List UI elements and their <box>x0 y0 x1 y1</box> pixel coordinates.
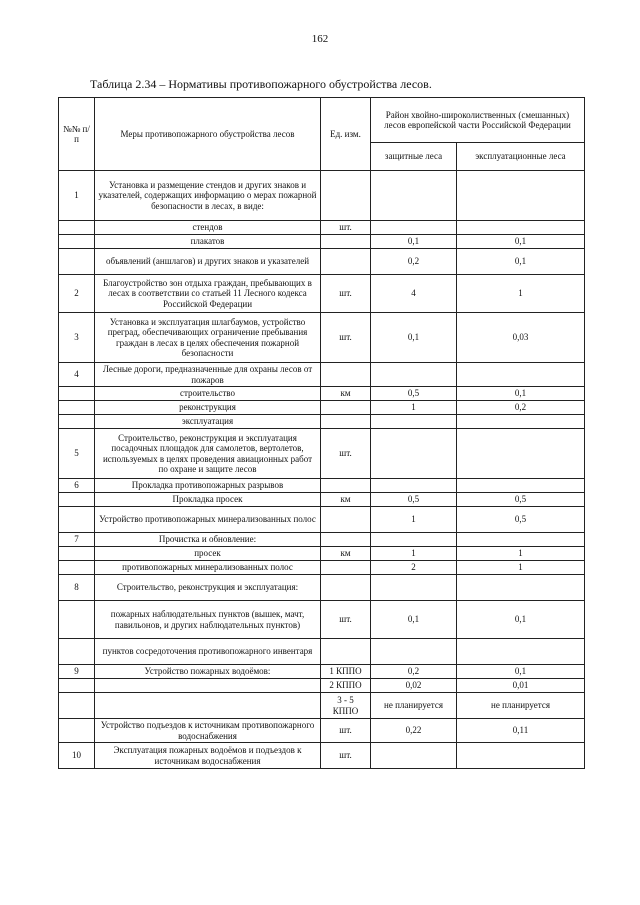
row-measure: Строительство, реконструкция и эксплуатация посадочных площадок для самолетов, вертолетов, используемых в целях проведения авиационных работ по охране и защите лесов <box>95 429 321 479</box>
row-measure: объявлений (аншлагов) и других знаков и указателей <box>95 249 321 275</box>
table-row <box>59 493 585 507</box>
row-unit: шт. <box>321 313 371 363</box>
table-row <box>59 665 585 679</box>
row-unit <box>321 249 371 275</box>
row-exploitation-value: не планируется <box>457 693 585 719</box>
row-protective-value: 0,5 <box>371 387 457 401</box>
row-number: 1 <box>59 171 95 221</box>
row-measure: плакатов <box>95 235 321 249</box>
header-unit: Ед. изм. <box>321 98 371 171</box>
row-protective-value <box>371 743 457 769</box>
row-number <box>59 221 95 235</box>
row-measure: эксплуатация <box>95 415 321 429</box>
table-row <box>59 679 585 693</box>
row-unit <box>321 401 371 415</box>
table-row <box>59 693 585 719</box>
row-protective-value <box>371 415 457 429</box>
row-number: 10 <box>59 743 95 769</box>
row-measure <box>95 693 321 719</box>
table-row <box>59 719 585 743</box>
row-unit: 2 КППО <box>321 679 371 693</box>
row-unit <box>321 235 371 249</box>
row-unit <box>321 575 371 601</box>
table-row <box>59 313 585 363</box>
row-protective-value: 1 <box>371 401 457 415</box>
row-measure: Строительство, реконструкция и эксплуатация: <box>95 575 321 601</box>
row-unit <box>321 415 371 429</box>
row-measure: Установка и размещение стендов и других знаков и указателей, содержащих информацию о мерах пожарной безопасности в лесах, в виде: <box>95 171 321 221</box>
row-protective-value: 1 <box>371 547 457 561</box>
row-measure: Прокладка противопожарных разрывов <box>95 479 321 493</box>
row-unit: шт. <box>321 221 371 235</box>
row-measure: просек <box>95 547 321 561</box>
header-protective: защитные леса <box>371 143 457 171</box>
header-district: Район хвойно-широколиственных (смешанных) лесов европейской части Российской Федерации <box>371 98 585 143</box>
table-row <box>59 387 585 401</box>
row-measure: Благоустройство зон отдыха граждан, пребывающих в лесах в соответствии со статьей 11 Лесного кодекса Российской Федерации <box>95 275 321 313</box>
row-number <box>59 719 95 743</box>
row-exploitation-value: 1 <box>457 547 585 561</box>
header-row <box>59 98 585 143</box>
table-row <box>59 533 585 547</box>
table-row <box>59 429 585 479</box>
row-exploitation-value <box>457 639 585 665</box>
row-protective-value: 2 <box>371 561 457 575</box>
row-exploitation-value <box>457 533 585 547</box>
table-row <box>59 249 585 275</box>
row-number <box>59 639 95 665</box>
row-unit: шт. <box>321 275 371 313</box>
row-protective-value: 4 <box>371 275 457 313</box>
row-measure: Устройство противопожарных минерализованных полос <box>95 507 321 533</box>
table-row <box>59 639 585 665</box>
row-exploitation-value: 0,11 <box>457 719 585 743</box>
row-unit: км <box>321 547 371 561</box>
row-measure: Установка и эксплуатация шлагбаумов, устройство преград, обеспечивающих ограничение пребывания граждан в лесах в целях обеспечения пожарной безопасности <box>95 313 321 363</box>
table-row <box>59 171 585 221</box>
row-number: 5 <box>59 429 95 479</box>
row-measure: Устройство пожарных водоёмов: <box>95 665 321 679</box>
header-exploitation: эксплуатационные леса <box>457 143 585 171</box>
table-title: Таблица 2.34 – Нормативы противопожарного обустройства лесов. <box>90 77 432 91</box>
row-unit <box>321 479 371 493</box>
row-protective-value <box>371 221 457 235</box>
row-measure: стендов <box>95 221 321 235</box>
row-exploitation-value <box>457 415 585 429</box>
row-measure: пунктов сосредоточения противопожарного инвентаря <box>95 639 321 665</box>
row-exploitation-value: 0,5 <box>457 493 585 507</box>
row-number: 6 <box>59 479 95 493</box>
table-row <box>59 221 585 235</box>
row-exploitation-value <box>457 429 585 479</box>
row-unit: км <box>321 493 371 507</box>
header-measures: Меры противопожарного обустройства лесов <box>95 98 321 171</box>
row-protective-value <box>371 479 457 493</box>
row-protective-value: 0,2 <box>371 249 457 275</box>
row-protective-value: не планируется <box>371 693 457 719</box>
row-exploitation-value: 0,1 <box>457 387 585 401</box>
row-protective-value <box>371 575 457 601</box>
row-exploitation-value: 0,03 <box>457 313 585 363</box>
row-protective-value: 0,02 <box>371 679 457 693</box>
row-exploitation-value <box>457 743 585 769</box>
row-exploitation-value: 0,1 <box>457 235 585 249</box>
row-protective-value: 1 <box>371 507 457 533</box>
row-measure: противопожарных минерализованных полос <box>95 561 321 575</box>
row-unit <box>321 561 371 575</box>
row-exploitation-value: 1 <box>457 275 585 313</box>
row-protective-value: 0,1 <box>371 601 457 639</box>
row-exploitation-value: 0,01 <box>457 679 585 693</box>
row-measure: Прокладка просек <box>95 493 321 507</box>
row-exploitation-value <box>457 479 585 493</box>
row-number <box>59 387 95 401</box>
row-exploitation-value: 0,5 <box>457 507 585 533</box>
row-exploitation-value: 0,1 <box>457 249 585 275</box>
row-protective-value <box>371 639 457 665</box>
row-exploitation-value <box>457 363 585 387</box>
row-protective-value <box>371 363 457 387</box>
row-exploitation-value: 0,2 <box>457 401 585 415</box>
table-row <box>59 479 585 493</box>
row-number <box>59 547 95 561</box>
row-unit: 1 КППО <box>321 665 371 679</box>
table-row <box>59 575 585 601</box>
row-number <box>59 249 95 275</box>
row-measure <box>95 679 321 693</box>
row-unit: 3 - 5 КППО <box>321 693 371 719</box>
table-row <box>59 561 585 575</box>
row-number <box>59 493 95 507</box>
table-row <box>59 363 585 387</box>
row-number <box>59 235 95 249</box>
page-number: 162 <box>311 33 329 45</box>
row-exploitation-value: 1 <box>457 561 585 575</box>
row-exploitation-value: 0,1 <box>457 665 585 679</box>
row-protective-value <box>371 171 457 221</box>
row-unit: шт. <box>321 719 371 743</box>
row-unit: шт. <box>321 601 371 639</box>
row-number: 4 <box>59 363 95 387</box>
row-unit <box>321 639 371 665</box>
table-row <box>59 547 585 561</box>
row-number <box>59 601 95 639</box>
row-measure: пожарных наблюдательных пунктов (вышек, мачт, павильонов, и других наблюдательных пунктов) <box>95 601 321 639</box>
row-protective-value: 0,1 <box>371 235 457 249</box>
row-measure: строительство <box>95 387 321 401</box>
row-exploitation-value <box>457 171 585 221</box>
row-unit <box>321 507 371 533</box>
row-protective-value: 0,22 <box>371 719 457 743</box>
row-protective-value: 0,5 <box>371 493 457 507</box>
table-row <box>59 415 585 429</box>
row-number: 8 <box>59 575 95 601</box>
row-measure: Лесные дороги, предназначенные для охраны лесов от пожаров <box>95 363 321 387</box>
row-unit: шт. <box>321 429 371 479</box>
row-number: 9 <box>59 665 95 679</box>
row-exploitation-value: 0,1 <box>457 601 585 639</box>
row-number <box>59 415 95 429</box>
row-number: 2 <box>59 275 95 313</box>
row-protective-value <box>371 429 457 479</box>
row-unit <box>321 363 371 387</box>
table-body <box>59 171 585 769</box>
row-measure: реконструкция <box>95 401 321 415</box>
row-number <box>59 507 95 533</box>
row-number: 3 <box>59 313 95 363</box>
row-protective-value: 0,1 <box>371 313 457 363</box>
row-unit <box>321 533 371 547</box>
table-row <box>59 275 585 313</box>
table-row <box>59 601 585 639</box>
table-row <box>59 507 585 533</box>
row-number <box>59 679 95 693</box>
norms-table <box>58 97 585 769</box>
row-number: 7 <box>59 533 95 547</box>
row-measure: Устройство подъездов к источникам противопожарного водоснабжения <box>95 719 321 743</box>
header-num: №№ п/п <box>59 98 95 171</box>
row-measure: Эксплуатация пожарных водоёмов и подъездов к источникам водоснабжения <box>95 743 321 769</box>
row-exploitation-value <box>457 575 585 601</box>
row-unit: шт. <box>321 743 371 769</box>
table-row <box>59 235 585 249</box>
row-unit: км <box>321 387 371 401</box>
row-exploitation-value <box>457 221 585 235</box>
row-unit <box>321 171 371 221</box>
table-row <box>59 743 585 769</box>
row-protective-value: 0,2 <box>371 665 457 679</box>
row-measure: Прочистка и обновление: <box>95 533 321 547</box>
row-protective-value <box>371 533 457 547</box>
row-number <box>59 693 95 719</box>
row-number <box>59 401 95 415</box>
row-number <box>59 561 95 575</box>
table-row <box>59 401 585 415</box>
